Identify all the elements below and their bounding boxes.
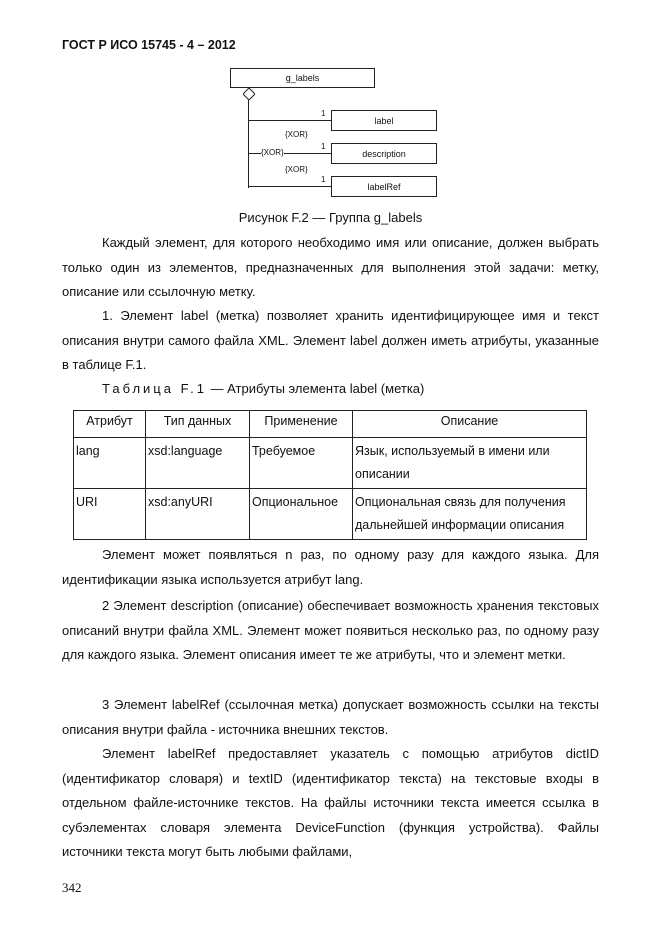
g-labels-diagram xyxy=(225,66,445,198)
aggregation-diamond-icon xyxy=(243,88,255,100)
xor-label-2: {XOR} xyxy=(261,148,284,157)
attributes-table xyxy=(73,410,587,540)
diagram-item-label: label xyxy=(331,110,437,131)
branch-line-labelref xyxy=(248,186,331,187)
paragraph: Элемент может появляться n раз, по одному разу для каждого языка. Для идентификации языка используется атрибут lang. xyxy=(62,547,599,587)
column-header: Применение xyxy=(250,411,353,438)
paragraph: Элемент labelRef предоставляет указатель с помощью атрибутов dictID (идентификатор словаря) и textID (идентификатор текста) на текстовые входы в отдельном файле-источнике текстов. На файлы источники текста имеется ссылка в субэлементах словаря элемента DeviceFunction (функция устройства). Файлы источники текста могут быть любыми файлами, xyxy=(62,746,599,859)
page-number: 342 xyxy=(62,880,82,895)
diagram-item-description: description xyxy=(331,143,437,164)
multiplicity-description: 1 xyxy=(321,142,326,151)
table-caption-rest: — Атрибуты элемента label (метка) xyxy=(206,381,425,396)
figure-caption: Рисунок F.2 — Группа g_labels xyxy=(238,210,423,225)
table-row xyxy=(74,489,587,540)
table-cell: Требуемое xyxy=(250,438,353,489)
table-caption-prefix: Таблица F.1 xyxy=(102,381,207,396)
table-cell: Опциональная связь для получения дальнейшей информации описания xyxy=(353,489,587,540)
paragraph: 3 Элемент labelRef (ссылочная метка) допускает возможность ссылки на тексты описания внутри файла - источника внешних текстов. xyxy=(62,697,599,737)
branch-line-label xyxy=(248,120,331,121)
table-cell: xsd:language xyxy=(146,438,250,489)
running-header: ГОСТ Р ИСО 15745 - 4 – 2012 xyxy=(62,38,236,52)
paragraph: 1. Элемент label (метка) позволяет хранить идентифицирующее имя и текст описания внутри самого файла XML. Элемент label должен иметь атрибуты, указанные в таблице F.1. xyxy=(62,308,599,372)
paragraph: Каждый элемент, для которого необходимо имя или описание, должен выбрать только один из элементов, предназначенных для выполнения этой задачи: метку, описание или ссылочную метку. xyxy=(62,235,599,299)
column-header: Тип данных xyxy=(146,411,250,438)
table-caption xyxy=(102,381,424,396)
multiplicity-label: 1 xyxy=(321,109,326,118)
column-header: Описание xyxy=(353,411,587,438)
multiplicity-labelref: 1 xyxy=(321,175,326,184)
table-cell: xsd:anyURI xyxy=(146,489,250,540)
table-cell: URI xyxy=(74,489,146,540)
xor-label-1: {XOR} xyxy=(285,130,308,139)
trunk-line xyxy=(248,100,249,188)
paragraph: 2 Элемент description (описание) обеспечивает возможность хранения текстовых описаний внутри файла XML. Элемент может появиться несколько раз, по одному разу для каждого языка. Элемент описания имеет те же атрибуты, что и элемент метки. xyxy=(62,598,599,662)
diagram-root-box: g_labels xyxy=(230,68,375,88)
xor-label-3: {XOR} xyxy=(285,165,308,174)
table-cell: Опциональное xyxy=(250,489,353,540)
diagram-item-labelref: labelRef xyxy=(331,176,437,197)
table-cell: lang xyxy=(74,438,146,489)
table-row xyxy=(74,438,587,489)
table-header-row xyxy=(74,411,587,438)
column-header: Атрибут xyxy=(74,411,146,438)
table-cell: Язык, используемый в имени или описании xyxy=(353,438,587,489)
